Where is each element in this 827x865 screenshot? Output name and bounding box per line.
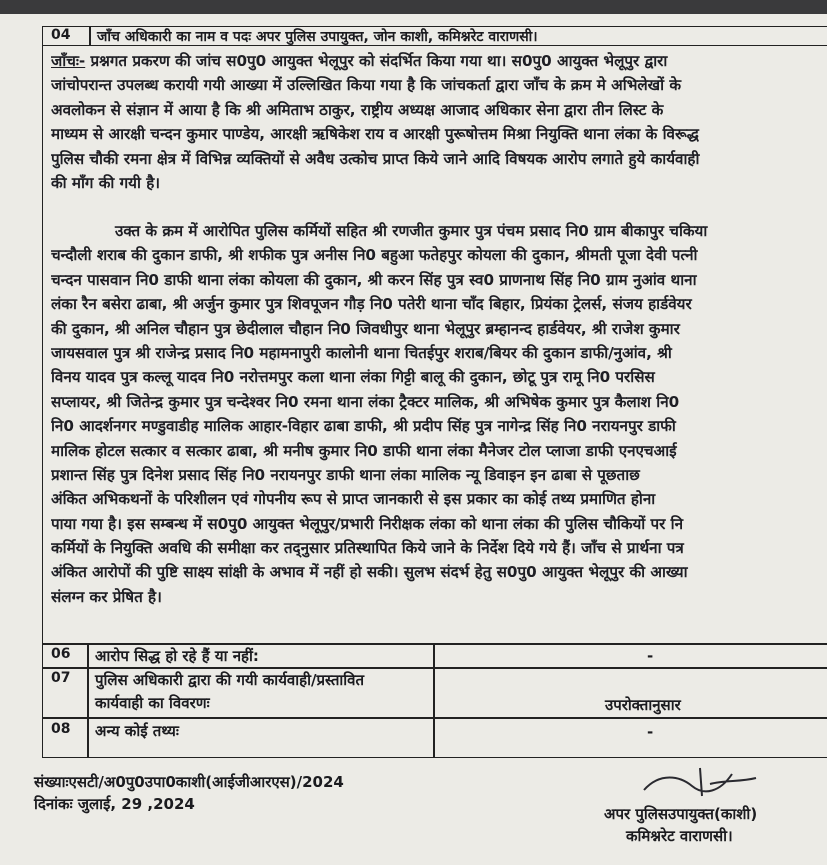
row-number: 07 [51, 670, 71, 686]
para-line: की माँग की गयी है। [51, 173, 161, 192]
report-table [42, 26, 827, 758]
row-04 [43, 27, 827, 46]
signatory-office: कमिश्नरेट वाराणसी। [626, 827, 733, 845]
para-line: चन्दौली शराब की दुकान डाफी, श्री शफीक पुत्र अनीस नि0 बहुआ फतेहपुर कोयला की दुकान, श्रीमती पूजा देवी पत्नी [51, 246, 698, 265]
row-08-value: - [647, 723, 654, 741]
row-divider [43, 717, 827, 719]
para-line: सप्लायर, श्री जितेन्द्र कुमार पुत्र चन्देश्वर नि0 रमना थाना लंका ट्रैक्टर मालिक, श्री अभिषेक कुमार पुत्र कैलाश नि0 [51, 392, 680, 411]
para-line: उक्त के क्रम में आरोपित पुलिस कर्मियों सहित श्री रणजीत कुमार पुत्र पंचम प्रसाद नि0 ग्राम बीकापुर चकिया [115, 222, 708, 240]
row-number: 04 [51, 27, 71, 43]
para-line: संलग्न कर प्रेषित है। [51, 587, 162, 606]
row-06-label: आरोप सिद्ध हो रहे हैं या नहीं: [95, 647, 259, 665]
row-06-value: - [647, 647, 654, 665]
para-line: मालिक होटल सत्कार व सत्कार ढाबा, श्री मनीष कुमार नि0 डाफी थाना लंका मैनेजर टोल प्लाजा डाफी एनएचआई [51, 441, 677, 460]
row-08-label: अन्य कोई तथ्यः [95, 722, 179, 740]
cell-divider [87, 643, 89, 757]
row-07-value: उपरोक्तानुसार [605, 696, 681, 714]
para-line: पाया गया है। इस सम्बन्ध में स0पु0 आयुक्त भेलूपुर/प्रभारी निरीक्षक लंका को थाना लंका की पुलिस चौकियों पर नि [51, 514, 684, 533]
signatory-designation: अपर पुलिसउपायुक्त(काशी) [604, 805, 758, 823]
para-line: पुलिस चौकी रमना क्षेत्र में विभिन्न व्यक्तियों से अवैध उत्कोच प्राप्त किये जाने आदि विषयक आरोप लगाते हुये कार्यवाही [51, 149, 700, 168]
para-line: जायसवाल पुत्र श्री राजेन्द्र प्रसाद नि0 महामनापुरी कालोनी थाना चितईपुर शराब/बियर की दुकान डाफी/नुआंव, श्री [51, 343, 672, 362]
para-line: जांचोपरान्त उपलब्ध करायी गयी आख्या में उल्लिखित किया गया है कि जांचकर्ता द्वारा जाँच के क्रम मे अभिलेखों के [51, 76, 681, 95]
para-line-text: प्रश्नगत प्रकरण की जांच स0पु0 आयुक्त भेलूपुर को संदर्भित किया गया था। स0पु0 आयुक्त भेलूपुर द्वारा [85, 52, 668, 70]
para-line: अंकित आरोपों की पुष्टि साक्ष्य सांक्षी के अभाव में नहीं हो सकी। सुलभ संदर्भ हेतु स0पु0 आयुक्त भेलूपुर की आख्या [51, 563, 688, 582]
document-date: दिनांकः जुलाई, 29 ,2024 [34, 795, 195, 813]
para-line: माध्यम से आरक्षी चन्दन कुमार पाण्डेय, आरक्षी ऋषिकेश राय व आरक्षी पुरूषोत्तम मिश्रा नियुक्ति थाना लंका के विरूद्ध [51, 125, 699, 144]
inquiry-label: जाँचः- [51, 52, 86, 70]
para-line: लंका रैन बसेरा ढाबा, श्री अर्जुन कुमार पुत्र शिवपूजन गौड़ नि0 पतेरी थाना चाँद बिहार, प्रियंका ट्रेलर्स, संजय हार्डवेयर [51, 295, 692, 314]
para-line [51, 49, 827, 73]
row-number: 08 [51, 721, 71, 737]
findings-paragraph [51, 219, 827, 609]
cell-divider [433, 643, 435, 757]
row-07-label-line2: कार्यवाही का विवरणः [95, 694, 210, 712]
para-line: अवलोकन से संज्ञान में आया है कि श्री अमिताभ ठाकुर, राष्ट्रीय अध्यक्ष आजाद अधिकार सेना द्वारा तीन लिस्ट के [51, 100, 664, 119]
para-line: अंकित अभिकथनों के परिशीलन एवं गोपनीय रूप से प्राप्त जानकारी से इस प्रकार का कोई तथ्य प्रमाणित होना [51, 490, 656, 509]
para-line: विनय यादव पुत्र कल्लू यादव नि0 नरोत्तमपुर कला थाना लंका गिट्टी बालू की दुकान, छोटू पुत्र रामू नि0 परसिस [51, 368, 655, 387]
document-page [0, 14, 827, 865]
cell-divider [89, 27, 91, 45]
para-line: की दुकान, श्री अनिल चौहान पुत्र छेदीलाल चौहान नि0 जिवधीपुर थाना भेलूपुर ब्रम्हानन्द हार्डवेयर, श्री राजेश कुमार [51, 319, 680, 338]
signature-image [640, 762, 760, 802]
investigating-officer: जाँच अधिकारी का नाम व पदः अपर पुलिस उपायुक्त, जोन काशी, कमिश्नरेट वाराणसी। [97, 29, 538, 45]
para-line: प्रशान्त सिंह पुत्र दिनेश प्रसाद सिंह नि0 नरायनपुर डाफी थाना लंका मालिक न्यू डिवाइन इन ढाबा से पूछताछ [51, 465, 640, 484]
inquiry-paragraph [51, 49, 827, 195]
row-number: 06 [51, 646, 71, 662]
row-07-label-line1: पुलिस अधिकारी द्वारा की गयी कार्यवाही/प्रस्तावित [95, 671, 365, 689]
para-line: नि0 आदर्शनगर मण्डुवाडीह मालिक आहार-विहार ढाबा डाफी, श्री प्रदीप सिंह पुत्र नागेन्द्र सिंह नि0 नरायनपुर डाफी [51, 417, 676, 436]
para-line: चन्दन पासवान नि0 डाफी थाना लंका कोयला की दुकान, श्री करन सिंह पुत्र स्व0 प्राणनाथ सिंह नि0 ग्राम नुआंव थाना [51, 270, 697, 289]
reference-number: संख्याःएसटी/अ0पु0उपा0काशी(आईजीआरएस)/2024 [34, 773, 344, 791]
top-bar [0, 0, 827, 14]
para-line: कर्मियों के नियुक्ति अवधि की समीक्षा कर तद्नुसार प्रतिस्थापित किये जाने के निर्देश दिये गये हैं। जाँच से प्रार्थना पत्र [51, 539, 684, 558]
